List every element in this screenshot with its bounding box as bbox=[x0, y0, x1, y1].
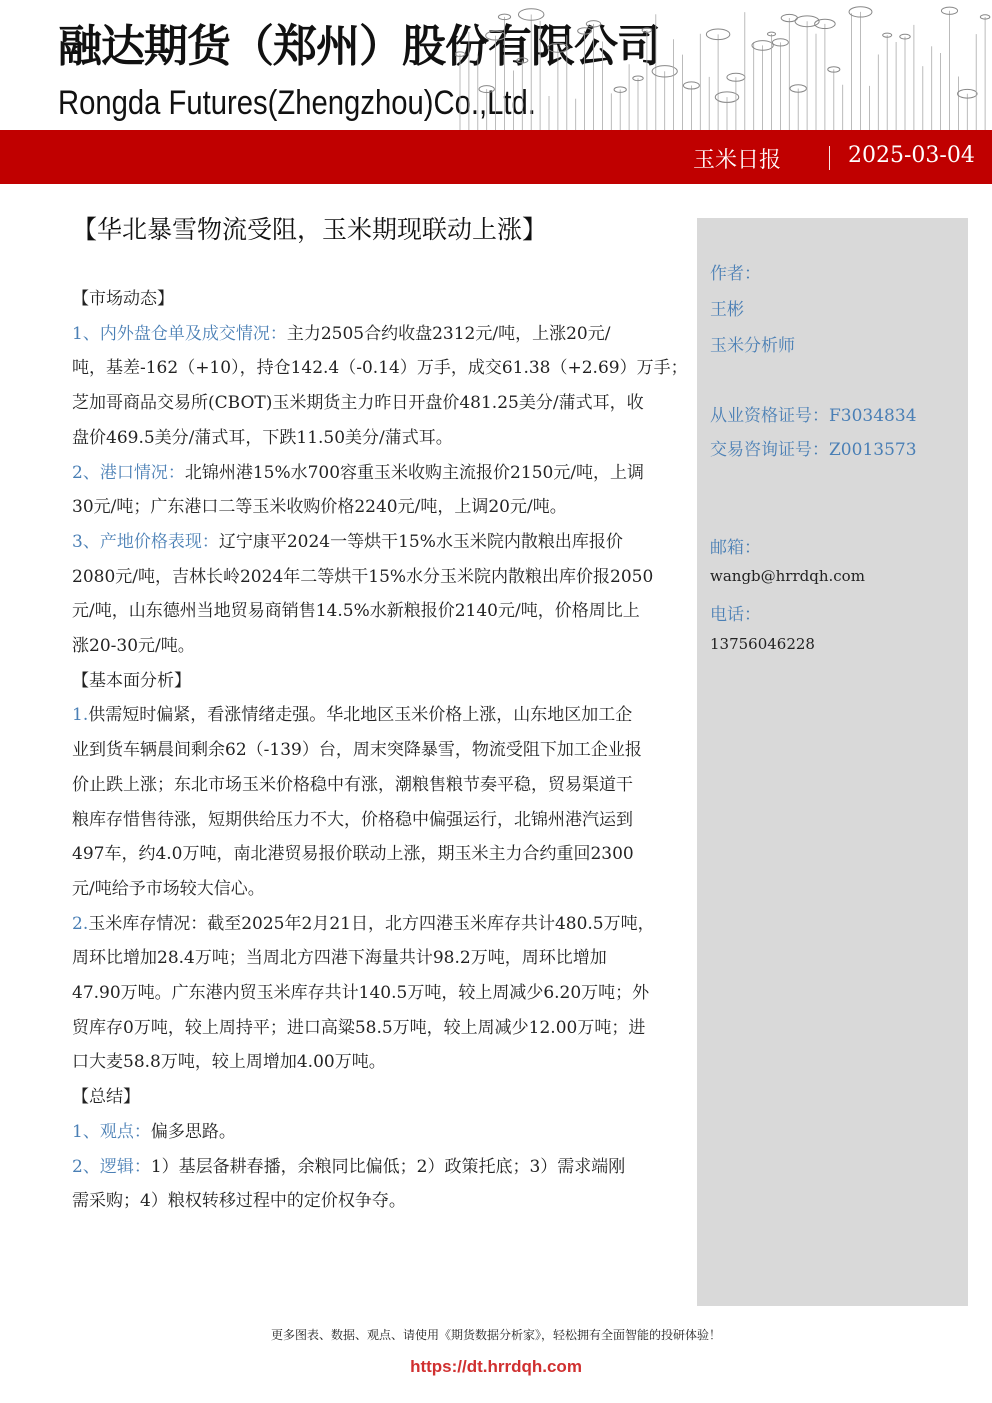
paragraph-line bbox=[72, 456, 696, 491]
report-body bbox=[72, 282, 696, 1219]
footer-promo-text: 更多图表、数据、观点、请使用《期货数据分析家》，轻松拥有全面智能的投研体验！ bbox=[270, 1328, 721, 1342]
item-text: 元/吨给予市场较大信心。 bbox=[72, 878, 265, 899]
phone-number: 13756046228 bbox=[710, 635, 815, 653]
header-decoration-graphic bbox=[455, 0, 992, 130]
item-text: 价止跌上涨；东北市场玉米价格稳中有涨，潮粮售粮节奏平稳，贸易渠道干 bbox=[72, 774, 633, 795]
email-label: 邮箱： bbox=[710, 538, 761, 558]
paragraph-line bbox=[72, 768, 696, 803]
author-role: 玉米分析师 bbox=[710, 336, 795, 356]
item-label: 1. bbox=[72, 705, 89, 726]
paragraph-line bbox=[72, 1115, 696, 1150]
paragraph-line bbox=[72, 560, 696, 595]
paragraph-line bbox=[72, 629, 696, 664]
paragraph-line bbox=[72, 594, 696, 629]
item-text: 30元/吨；广东港口二等玉米收购价格2240元/吨，上调20元/吨。 bbox=[72, 497, 567, 518]
item-text: 周环比增加28.4万吨；当周北方四港下海量共计98.2万吨，周环比增加 bbox=[72, 948, 607, 969]
item-text: 1）基层备耕春播，余粮同比偏低；2）政策托底；3）需求端刚 bbox=[150, 1156, 626, 1177]
item-text: 2080元/吨，吉林长岭2024年二等烘干15%水分玉米院内散粮出库价报2050 bbox=[72, 566, 654, 587]
paragraph-line bbox=[72, 490, 696, 525]
paragraph-line bbox=[72, 733, 696, 768]
paragraph-line bbox=[72, 351, 696, 386]
report-title: 【华北暴雪物流受阻，玉米期现联动上涨】 bbox=[72, 215, 548, 244]
item-text: 497车，约4.0万吨，南北港贸易报价联动上涨，期玉米主力合约重回2300 bbox=[72, 844, 634, 865]
section-heading-summary: 【总结】 bbox=[72, 1087, 140, 1108]
item-text: 涨20-30元/吨。 bbox=[72, 636, 195, 657]
item-text: 盘价469.5美分/蒲式耳，下跌11.50美分/蒲式耳。 bbox=[72, 427, 453, 448]
item-label: 2. bbox=[72, 913, 89, 934]
section-heading-market: 【市场动态】 bbox=[72, 289, 174, 309]
item-text: 47.90万吨。广东港内贸玉米库存共计140.5万吨，较上周减少6.20万吨；外 bbox=[72, 983, 650, 1004]
fundamental-section bbox=[72, 698, 696, 1080]
report-type: 玉米日报 bbox=[693, 148, 782, 173]
item-label: 3、产地价格表现： bbox=[72, 531, 219, 552]
report-date: 2025-03-04 bbox=[848, 143, 975, 168]
item-text: 吨，基差-162（+10），持仓142.4（-0.14）万手，成交61.38（+2.69）万手； bbox=[72, 358, 688, 379]
item-text: 辽宁康平2024一等烘干15%水玉米院内散粮出库报价 bbox=[218, 531, 623, 552]
advisory-number: Z0013573 bbox=[829, 440, 917, 460]
header-red-band bbox=[0, 130, 992, 184]
cert-label: 从业资格证号： bbox=[710, 406, 829, 426]
cert-number: F3034834 bbox=[829, 406, 917, 426]
paragraph-line bbox=[72, 1150, 696, 1185]
paragraph-line bbox=[72, 1045, 696, 1080]
item-text: 口大麦58.8万吨，较上周增加4.00万吨。 bbox=[72, 1052, 386, 1073]
summary-section bbox=[72, 1115, 696, 1219]
item-text: 偏多思路。 bbox=[150, 1121, 236, 1142]
paragraph-line bbox=[72, 421, 696, 456]
paragraph-line bbox=[72, 317, 696, 352]
item-text: 玉米库存情况：截至2025年2月21日，北方四港玉米库存共计480.5万吨， bbox=[88, 913, 655, 934]
phone-label: 电话： bbox=[710, 605, 761, 625]
market-section bbox=[72, 317, 696, 664]
paragraph-line bbox=[72, 872, 696, 907]
author-name: 王彬 bbox=[710, 300, 744, 320]
item-text: 供需短时偏紧，看涨情绪走强。华北地区玉米价格上涨，山东地区加工企 bbox=[88, 705, 633, 726]
paragraph-line bbox=[72, 976, 696, 1011]
paragraph-line bbox=[72, 907, 696, 942]
author-sidebar bbox=[697, 218, 968, 1306]
paragraph-line bbox=[72, 1011, 696, 1046]
item-text: 贸库存0万吨，较上周持平；进口高粱58.5万吨，较上周减少12.00万吨；进 bbox=[72, 1017, 646, 1038]
item-text: 主力2505合约收盘2312元/吨，上涨20元/ bbox=[286, 323, 611, 344]
paragraph-line bbox=[72, 941, 696, 976]
item-text: 北锦州港15%水700容重玉米收购主流报价2150元/吨，上调 bbox=[184, 462, 645, 483]
item-text: 需采购；4）粮权转移过程中的定价权争夺。 bbox=[72, 1191, 406, 1212]
paragraph-line bbox=[72, 837, 696, 872]
email-address[interactable]: wangb@hrrdqh.com bbox=[710, 567, 865, 585]
qualification-cert bbox=[710, 401, 917, 426]
header-separator bbox=[829, 146, 830, 170]
paragraph-line bbox=[72, 525, 696, 560]
footer-link[interactable]: https://dt.hrrdqh.com bbox=[410, 1357, 582, 1376]
item-label: 1、内外盘仓单及成交情况： bbox=[72, 323, 287, 344]
item-text: 粮库存惜售待涨，短期供给压力不大，价格稳中偏强运行，北锦州港汽运到 bbox=[72, 809, 633, 830]
item-label: 1、观点： bbox=[72, 1121, 151, 1142]
report-header bbox=[0, 0, 992, 130]
author-label: 作者： bbox=[710, 264, 761, 284]
paragraph-line bbox=[72, 803, 696, 838]
item-text: 芝加哥商品交易所(CBOT)玉米期货主力昨日开盘价481.25美分/蒲式耳，收 bbox=[72, 393, 644, 414]
item-label: 2、港口情况： bbox=[72, 462, 185, 483]
item-text: 业到货车辆晨间剩余62（-139）台，周末突降暴雪，物流受阻下加工企业报 bbox=[72, 740, 642, 761]
paragraph-line bbox=[72, 698, 696, 733]
advisory-cert bbox=[710, 435, 917, 460]
item-label: 2、逻辑： bbox=[72, 1156, 151, 1177]
paragraph-line bbox=[72, 1184, 696, 1219]
company-name-cn: 融达期货（郑州）股份有限公司 bbox=[58, 21, 660, 72]
paragraph-line bbox=[72, 386, 696, 421]
item-text: 元/吨，山东德州当地贸易商销售14.5%水新粮报价2140元/吨，价格周比上 bbox=[72, 601, 640, 622]
advisory-label: 交易咨询证号： bbox=[710, 440, 829, 460]
company-name-en: Rongda Futures(Zhengzhou)Co.,Ltd. bbox=[58, 84, 536, 122]
section-heading-fundamental: 【基本面分析】 bbox=[72, 670, 191, 691]
